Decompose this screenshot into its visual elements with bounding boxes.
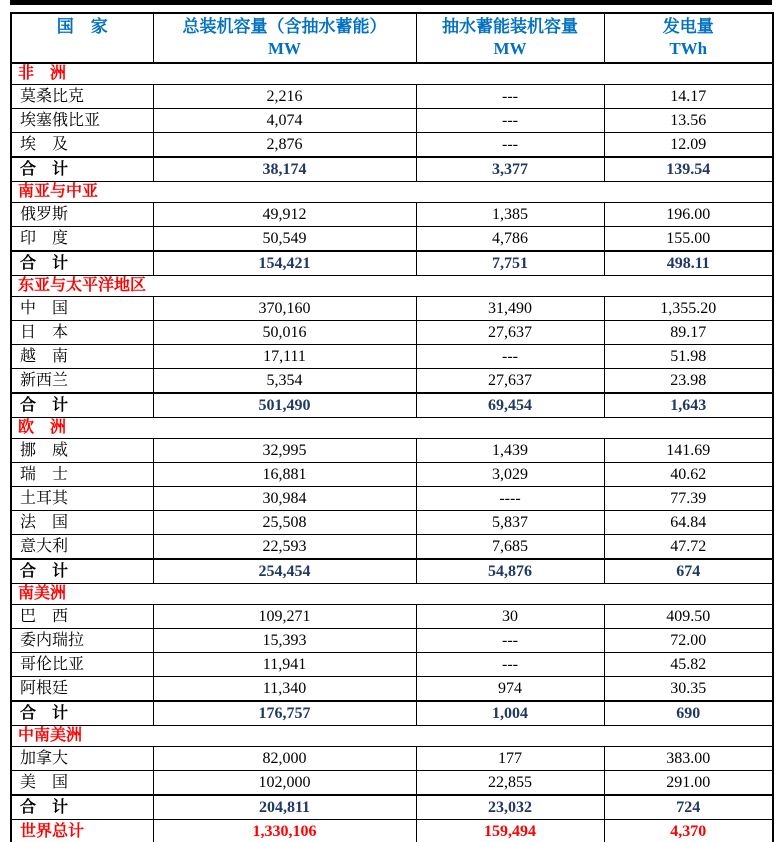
value-cell: 64.84 xyxy=(604,511,773,535)
country-cell: 合 计 xyxy=(11,795,153,820)
value-cell: 674 xyxy=(604,559,773,584)
value-cell: 17,111 xyxy=(153,345,416,369)
country-cell: 中 国 xyxy=(11,297,153,321)
section-header-row xyxy=(11,276,773,297)
value-cell: 16,881 xyxy=(153,463,416,487)
col-header-pumped-storage-unit: MW xyxy=(493,39,527,58)
value-cell: 139.54 xyxy=(604,157,773,182)
value-cell: 4,370 xyxy=(604,820,773,842)
country-cell: 埃塞俄比亚 xyxy=(11,109,153,133)
country-cell: 加拿大 xyxy=(11,747,153,771)
value-cell: 155.00 xyxy=(604,227,773,252)
value-cell: 1,439 xyxy=(416,439,604,463)
col-header-pumped-storage xyxy=(416,13,604,63)
country-data-row xyxy=(11,109,773,133)
hydropower-capacity-table xyxy=(10,12,774,842)
section-title: 南美洲 xyxy=(11,584,773,605)
value-cell: 1,643 xyxy=(604,393,773,418)
value-cell: 69,454 xyxy=(416,393,604,418)
value-cell: 159,494 xyxy=(416,820,604,842)
world-total-row xyxy=(11,820,773,842)
col-header-generation-label: 发电量 xyxy=(662,17,714,36)
value-cell: 45.82 xyxy=(604,653,773,677)
section-total-row xyxy=(11,393,773,418)
country-cell: 委内瑞拉 xyxy=(11,629,153,653)
value-cell: 51.98 xyxy=(604,345,773,369)
country-data-row xyxy=(11,487,773,511)
value-cell: 89.17 xyxy=(604,321,773,345)
country-cell: 美 国 xyxy=(11,771,153,796)
country-cell: 法 国 xyxy=(11,511,153,535)
section-title: 欧 洲 xyxy=(11,418,773,439)
value-cell: 7,751 xyxy=(416,251,604,276)
country-cell: 巴 西 xyxy=(11,605,153,629)
section-total-row xyxy=(11,701,773,726)
value-cell: 1,004 xyxy=(416,701,604,726)
value-cell: 12.09 xyxy=(604,133,773,158)
section-total-row xyxy=(11,157,773,182)
value-cell: 254,454 xyxy=(153,559,416,584)
value-cell: 2,216 xyxy=(153,85,416,109)
country-cell: 越 南 xyxy=(11,345,153,369)
section-title: 南亚与中亚 xyxy=(11,182,773,203)
col-header-country xyxy=(11,13,153,63)
country-cell: 合 计 xyxy=(11,251,153,276)
country-data-row xyxy=(11,535,773,560)
value-cell: --- xyxy=(416,85,604,109)
value-cell: 31,490 xyxy=(416,297,604,321)
section-title: 中南美洲 xyxy=(11,726,773,747)
value-cell: 11,340 xyxy=(153,677,416,702)
country-data-row xyxy=(11,747,773,771)
value-cell: 23,032 xyxy=(416,795,604,820)
value-cell: 82,000 xyxy=(153,747,416,771)
value-cell: 50,016 xyxy=(153,321,416,345)
value-cell: 204,811 xyxy=(153,795,416,820)
col-header-total-capacity xyxy=(153,13,416,63)
value-cell: 22,855 xyxy=(416,771,604,796)
section-total-row xyxy=(11,795,773,820)
country-cell: 世界总计 xyxy=(11,820,153,842)
value-cell: 54,876 xyxy=(416,559,604,584)
value-cell: 501,490 xyxy=(153,393,416,418)
country-data-row xyxy=(11,227,773,252)
country-data-row xyxy=(11,511,773,535)
top-horizontal-rule xyxy=(10,0,772,5)
country-cell: 阿根廷 xyxy=(11,677,153,702)
value-cell: 15,393 xyxy=(153,629,416,653)
country-cell: 日 本 xyxy=(11,321,153,345)
country-cell: 合 计 xyxy=(11,157,153,182)
country-data-row xyxy=(11,321,773,345)
value-cell: ---- xyxy=(416,487,604,511)
country-data-row xyxy=(11,203,773,227)
value-cell: 196.00 xyxy=(604,203,773,227)
value-cell: 32,995 xyxy=(153,439,416,463)
value-cell: 498.11 xyxy=(604,251,773,276)
value-cell: 38,174 xyxy=(153,157,416,182)
value-cell: 40.62 xyxy=(604,463,773,487)
value-cell: 5,837 xyxy=(416,511,604,535)
table-header-row xyxy=(11,13,773,63)
country-data-row xyxy=(11,677,773,702)
value-cell: 370,160 xyxy=(153,297,416,321)
col-header-total-capacity-label: 总装机容量（含抽水蓄能） xyxy=(182,17,387,36)
section-title: 东亚与太平洋地区 xyxy=(11,276,773,297)
country-data-row xyxy=(11,85,773,109)
value-cell: 291.00 xyxy=(604,771,773,796)
country-data-row xyxy=(11,771,773,796)
value-cell: 25,508 xyxy=(153,511,416,535)
value-cell: 724 xyxy=(604,795,773,820)
value-cell: 30.35 xyxy=(604,677,773,702)
value-cell: 47.72 xyxy=(604,535,773,560)
value-cell: 27,637 xyxy=(416,321,604,345)
country-cell: 埃 及 xyxy=(11,133,153,158)
value-cell: 49,912 xyxy=(153,203,416,227)
value-cell: 4,074 xyxy=(153,109,416,133)
value-cell: 383.00 xyxy=(604,747,773,771)
country-cell: 土耳其 xyxy=(11,487,153,511)
country-data-row xyxy=(11,133,773,158)
country-cell: 印 度 xyxy=(11,227,153,252)
value-cell: 690 xyxy=(604,701,773,726)
country-data-row xyxy=(11,653,773,677)
col-header-generation-unit: TWh xyxy=(669,39,708,58)
value-cell: 11,941 xyxy=(153,653,416,677)
section-header-row xyxy=(11,726,773,747)
value-cell: 72.00 xyxy=(604,629,773,653)
col-header-country-label: 国 家 xyxy=(56,17,108,36)
value-cell: 409.50 xyxy=(604,605,773,629)
value-cell: --- xyxy=(416,629,604,653)
value-cell: --- xyxy=(416,345,604,369)
col-header-generation xyxy=(604,13,773,63)
section-header-row xyxy=(11,584,773,605)
country-cell: 新西兰 xyxy=(11,369,153,394)
value-cell: 109,271 xyxy=(153,605,416,629)
value-cell: 154,421 xyxy=(153,251,416,276)
value-cell: 974 xyxy=(416,677,604,702)
value-cell: 7,685 xyxy=(416,535,604,560)
value-cell: 13.56 xyxy=(604,109,773,133)
country-data-row xyxy=(11,629,773,653)
value-cell: 1,385 xyxy=(416,203,604,227)
country-cell: 俄罗斯 xyxy=(11,203,153,227)
value-cell: 2,876 xyxy=(153,133,416,158)
section-header-row xyxy=(11,63,773,85)
country-cell: 哥伦比亚 xyxy=(11,653,153,677)
country-data-row xyxy=(11,439,773,463)
value-cell: 30 xyxy=(416,605,604,629)
country-cell: 合 计 xyxy=(11,559,153,584)
value-cell: 177 xyxy=(416,747,604,771)
value-cell: 3,029 xyxy=(416,463,604,487)
value-cell: --- xyxy=(416,133,604,158)
value-cell: 50,549 xyxy=(153,227,416,252)
table-body xyxy=(11,63,773,842)
country-cell: 合 计 xyxy=(11,393,153,418)
country-data-row xyxy=(11,605,773,629)
section-header-row xyxy=(11,418,773,439)
value-cell: 27,637 xyxy=(416,369,604,394)
value-cell: 141.69 xyxy=(604,439,773,463)
country-data-row xyxy=(11,345,773,369)
country-cell: 意大利 xyxy=(11,535,153,560)
section-total-row xyxy=(11,559,773,584)
country-cell: 挪 威 xyxy=(11,439,153,463)
col-header-total-capacity-unit: MW xyxy=(267,39,302,58)
value-cell: 4,786 xyxy=(416,227,604,252)
country-cell: 瑞 士 xyxy=(11,463,153,487)
col-header-pumped-storage-label: 抽水蓄能装机容量 xyxy=(442,17,578,36)
value-cell: 1,355.20 xyxy=(604,297,773,321)
country-data-row xyxy=(11,369,773,394)
section-title: 非 洲 xyxy=(11,63,773,85)
value-cell: 77.39 xyxy=(604,487,773,511)
section-header-row xyxy=(11,182,773,203)
value-cell: 176,757 xyxy=(153,701,416,726)
value-cell: 22,593 xyxy=(153,535,416,560)
country-data-row xyxy=(11,297,773,321)
value-cell: 102,000 xyxy=(153,771,416,796)
value-cell: --- xyxy=(416,653,604,677)
country-cell: 合 计 xyxy=(11,701,153,726)
value-cell: 1,330,106 xyxy=(153,820,416,842)
value-cell: 23.98 xyxy=(604,369,773,394)
value-cell: 30,984 xyxy=(153,487,416,511)
value-cell: 5,354 xyxy=(153,369,416,394)
country-data-row xyxy=(11,463,773,487)
value-cell: --- xyxy=(416,109,604,133)
value-cell: 14.17 xyxy=(604,85,773,109)
country-cell: 莫桑比克 xyxy=(11,85,153,109)
value-cell: 3,377 xyxy=(416,157,604,182)
section-total-row xyxy=(11,251,773,276)
